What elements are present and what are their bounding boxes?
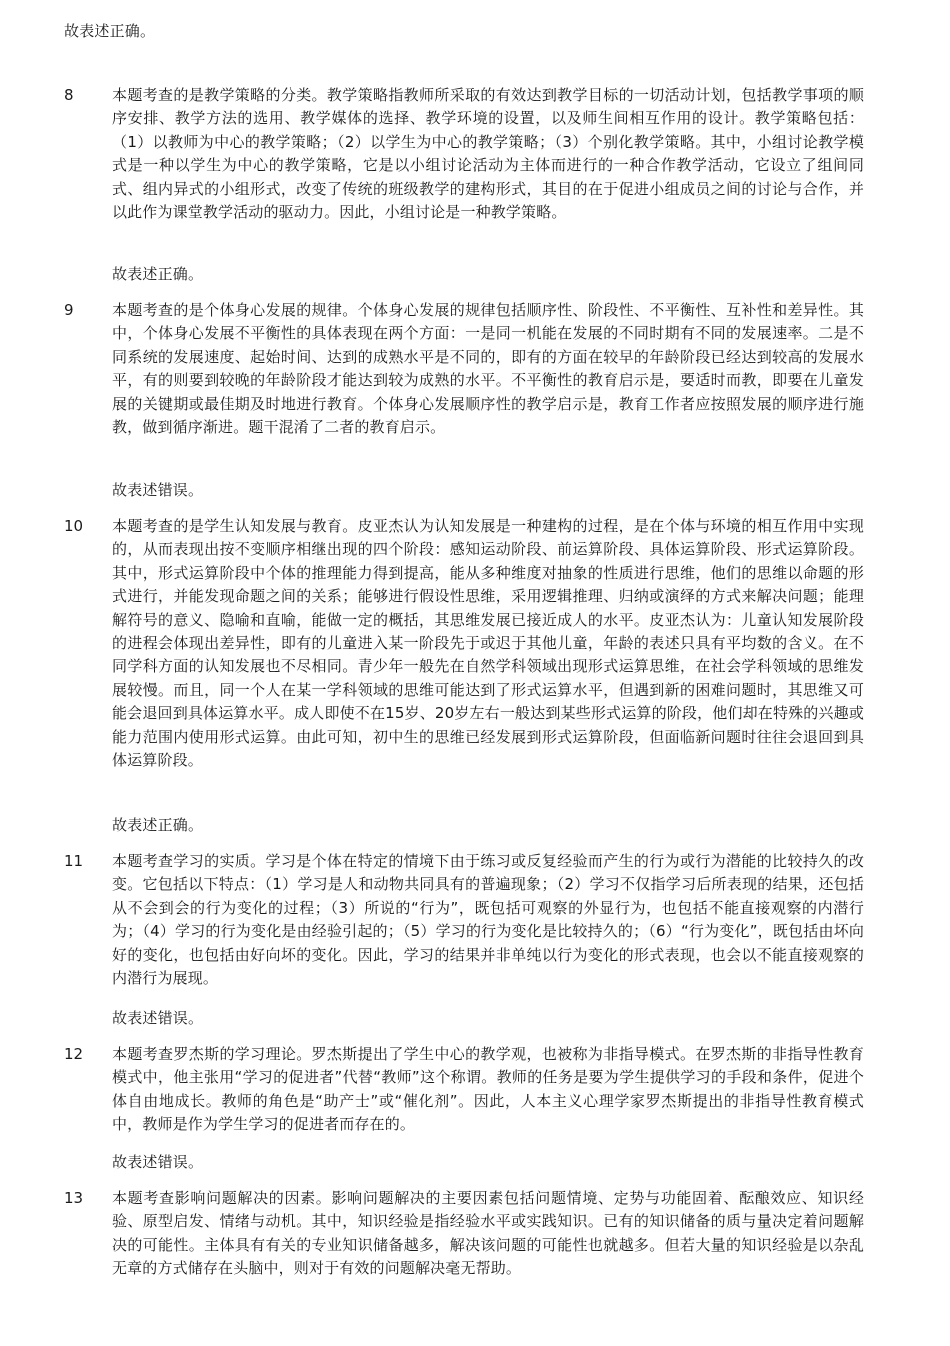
- item-number: 10: [64, 517, 84, 535]
- item-explanation: 本题考查影响问题解决的因素。影响问题解决的主要因素包括问题情境、定势与功能固着、酝酿效应、知识经验、原型启发、情绪与动机。其中，知识经验是指经验水平或实践知识。已有的知识储备的质与量决定着问题解决的可能性。主体具有有关的专业知识储备越多，解决该问题的可能性也就越多。但若大量的知识经验是以杂乱无章的方式储存在头脑中，则对于有效的问题解决毫无帮助。: [112, 1189, 864, 1278]
- item-explanation: 本题考查的是教学策略的分类。教学策略指教师所采取的有效达到教学目标的一切活动计划，包括教学事项的顺序安排、教学方法的选用、教学媒体的选择、教学环境的设置，以及师生间相互作用的设计。教学策略包括：（1）以教师为中心的教学策略；（2）以学生为中心的教学策略；（3）个别化教学策略。其中，小组讨论教学模式是一种以学生为中心的教学策略，它是以小组讨论活动为主体而进行的一种合作教学活动，它设立了组间同式、组内异式的小组形式，改变了传统的班级教学的建构形式，其目的在于促进小组成员之间的讨论与合作，并以此作为课堂教学活动的驱动力。因此，小组讨论是一种教学策略。: [112, 86, 864, 222]
- top-conclusion: 故表述正确。: [64, 22, 156, 40]
- item-number: 13: [64, 1189, 84, 1207]
- item-conclusion: 故表述正确。: [112, 265, 204, 283]
- item-conclusion: 故表述正确。: [112, 816, 204, 834]
- item-explanation: 本题考查的是学生认知发展与教育。皮亚杰认为认知发展是一种建构的过程，是在个体与环境的相互作用中实现的，从而表现出按不变顺序相继出现的四个阶段：感知运动阶段、前运算阶段、具体运算阶段、形式运算阶段。其中，形式运算阶段中个体的推理能力得到提高，能从多种维度对抽象的性质进行思维，他们的思维以命题的形式进行，并能发现命题之间的关系；能够进行假设性思维，采用逻辑推理、归纳或演绎的方式来解决问题；能理解符号的意义、隐喻和直喻，能做一定的概括，其思维发展已接近成人的水平。皮亚杰认为：儿童认知发展阶段的进程会体现出差异性，即有的儿童进入某一阶段先于或迟于其他儿童，年龄的表述只具有平均数的含义。在不同学科方面的认知发展也不尽相同。青少年一般先在自然学科领域出现形式运算思维，在社会学科领域的思维发展较慢。而且，同一个人在某一学科领域的思维可能达到了形式运算水平，但遇到新的困难问题时，其思维又可能会退回到具体运算水平。成人即使不在15岁、20岁左右一般达到某些形式运算的阶段，他们却在特殊的兴趣或能力范围内使用形式运算。由此可知，初中生的思维已经发展到形式运算阶段，但面临新问题时往往会退回到具体运算阶段。: [112, 517, 864, 770]
- item-number: 12: [64, 1045, 84, 1063]
- item-number: 8: [64, 86, 74, 104]
- item-explanation: 本题考查学习的实质。学习是个体在特定的情境下由于练习或反复经验而产生的行为或行为潜能的比较持久的改变。它包括以下特点：（1）学习是人和动物共同具有的普遍现象；（2）学习不仅指学习后所表现的结果，还包括从不会到会的行为变化的过程；（3）所说的“行为”，既包括可观察的外显行为，也包括不能直接观察的内潜行为；（4）学习的行为变化是由经验引起的；（5）学习的行为变化是比较持久的；（6）“行为变化”，既包括由坏向好的变化，也包括由好向坏的变化。因此，学习的结果并非单纯以行为变化的形式表现，也会以不能直接观察的内潜行为展现。: [112, 852, 864, 988]
- item-explanation: 本题考查罗杰斯的学习理论。罗杰斯提出了学生中心的教学观，也被称为非指导模式。在罗杰斯的非指导性教育模式中，他主张用“学习的促进者”代替“教师”这个称谓。教师的任务是要为学生提供学习的手段和条件，促进个体自由地成长。教师的角色是“助产士”或“催化剂”。因此，人本主义心理学家罗杰斯提出的非指导性教育模式中，教师是作为学生学习的促进者而存在的。: [112, 1045, 864, 1134]
- item-conclusion: 故表述错误。: [112, 1153, 204, 1171]
- item-number: 11: [64, 852, 84, 870]
- item-number: 9: [64, 301, 74, 319]
- item-explanation: 本题考查的是个体身心发展的规律。个体身心发展的规律包括顺序性、阶段性、不平衡性、互补性和差异性。其中，个体身心发展不平衡性的具体表现在两个方面：一是同一机能在发展的不同时期有不同的发展速率。二是不同系统的发展速度、起始时间、达到的成熟水平是不同的，即有的方面在较早的年龄阶段已经达到较高的发展水平，有的则要到较晚的年龄阶段才能达到较为成熟的水平。不平衡性的教育启示是，要适时而教，即要在儿童发展的关键期或最佳期及时地进行教育。个体身心发展顺序性的教学启示是，教育工作者应按照发展的顺序进行施教，做到循序渐进。题干混淆了二者的教育启示。: [112, 301, 864, 437]
- item-conclusion: 故表述错误。: [112, 1009, 204, 1027]
- item-conclusion: 故表述错误。: [112, 481, 204, 499]
